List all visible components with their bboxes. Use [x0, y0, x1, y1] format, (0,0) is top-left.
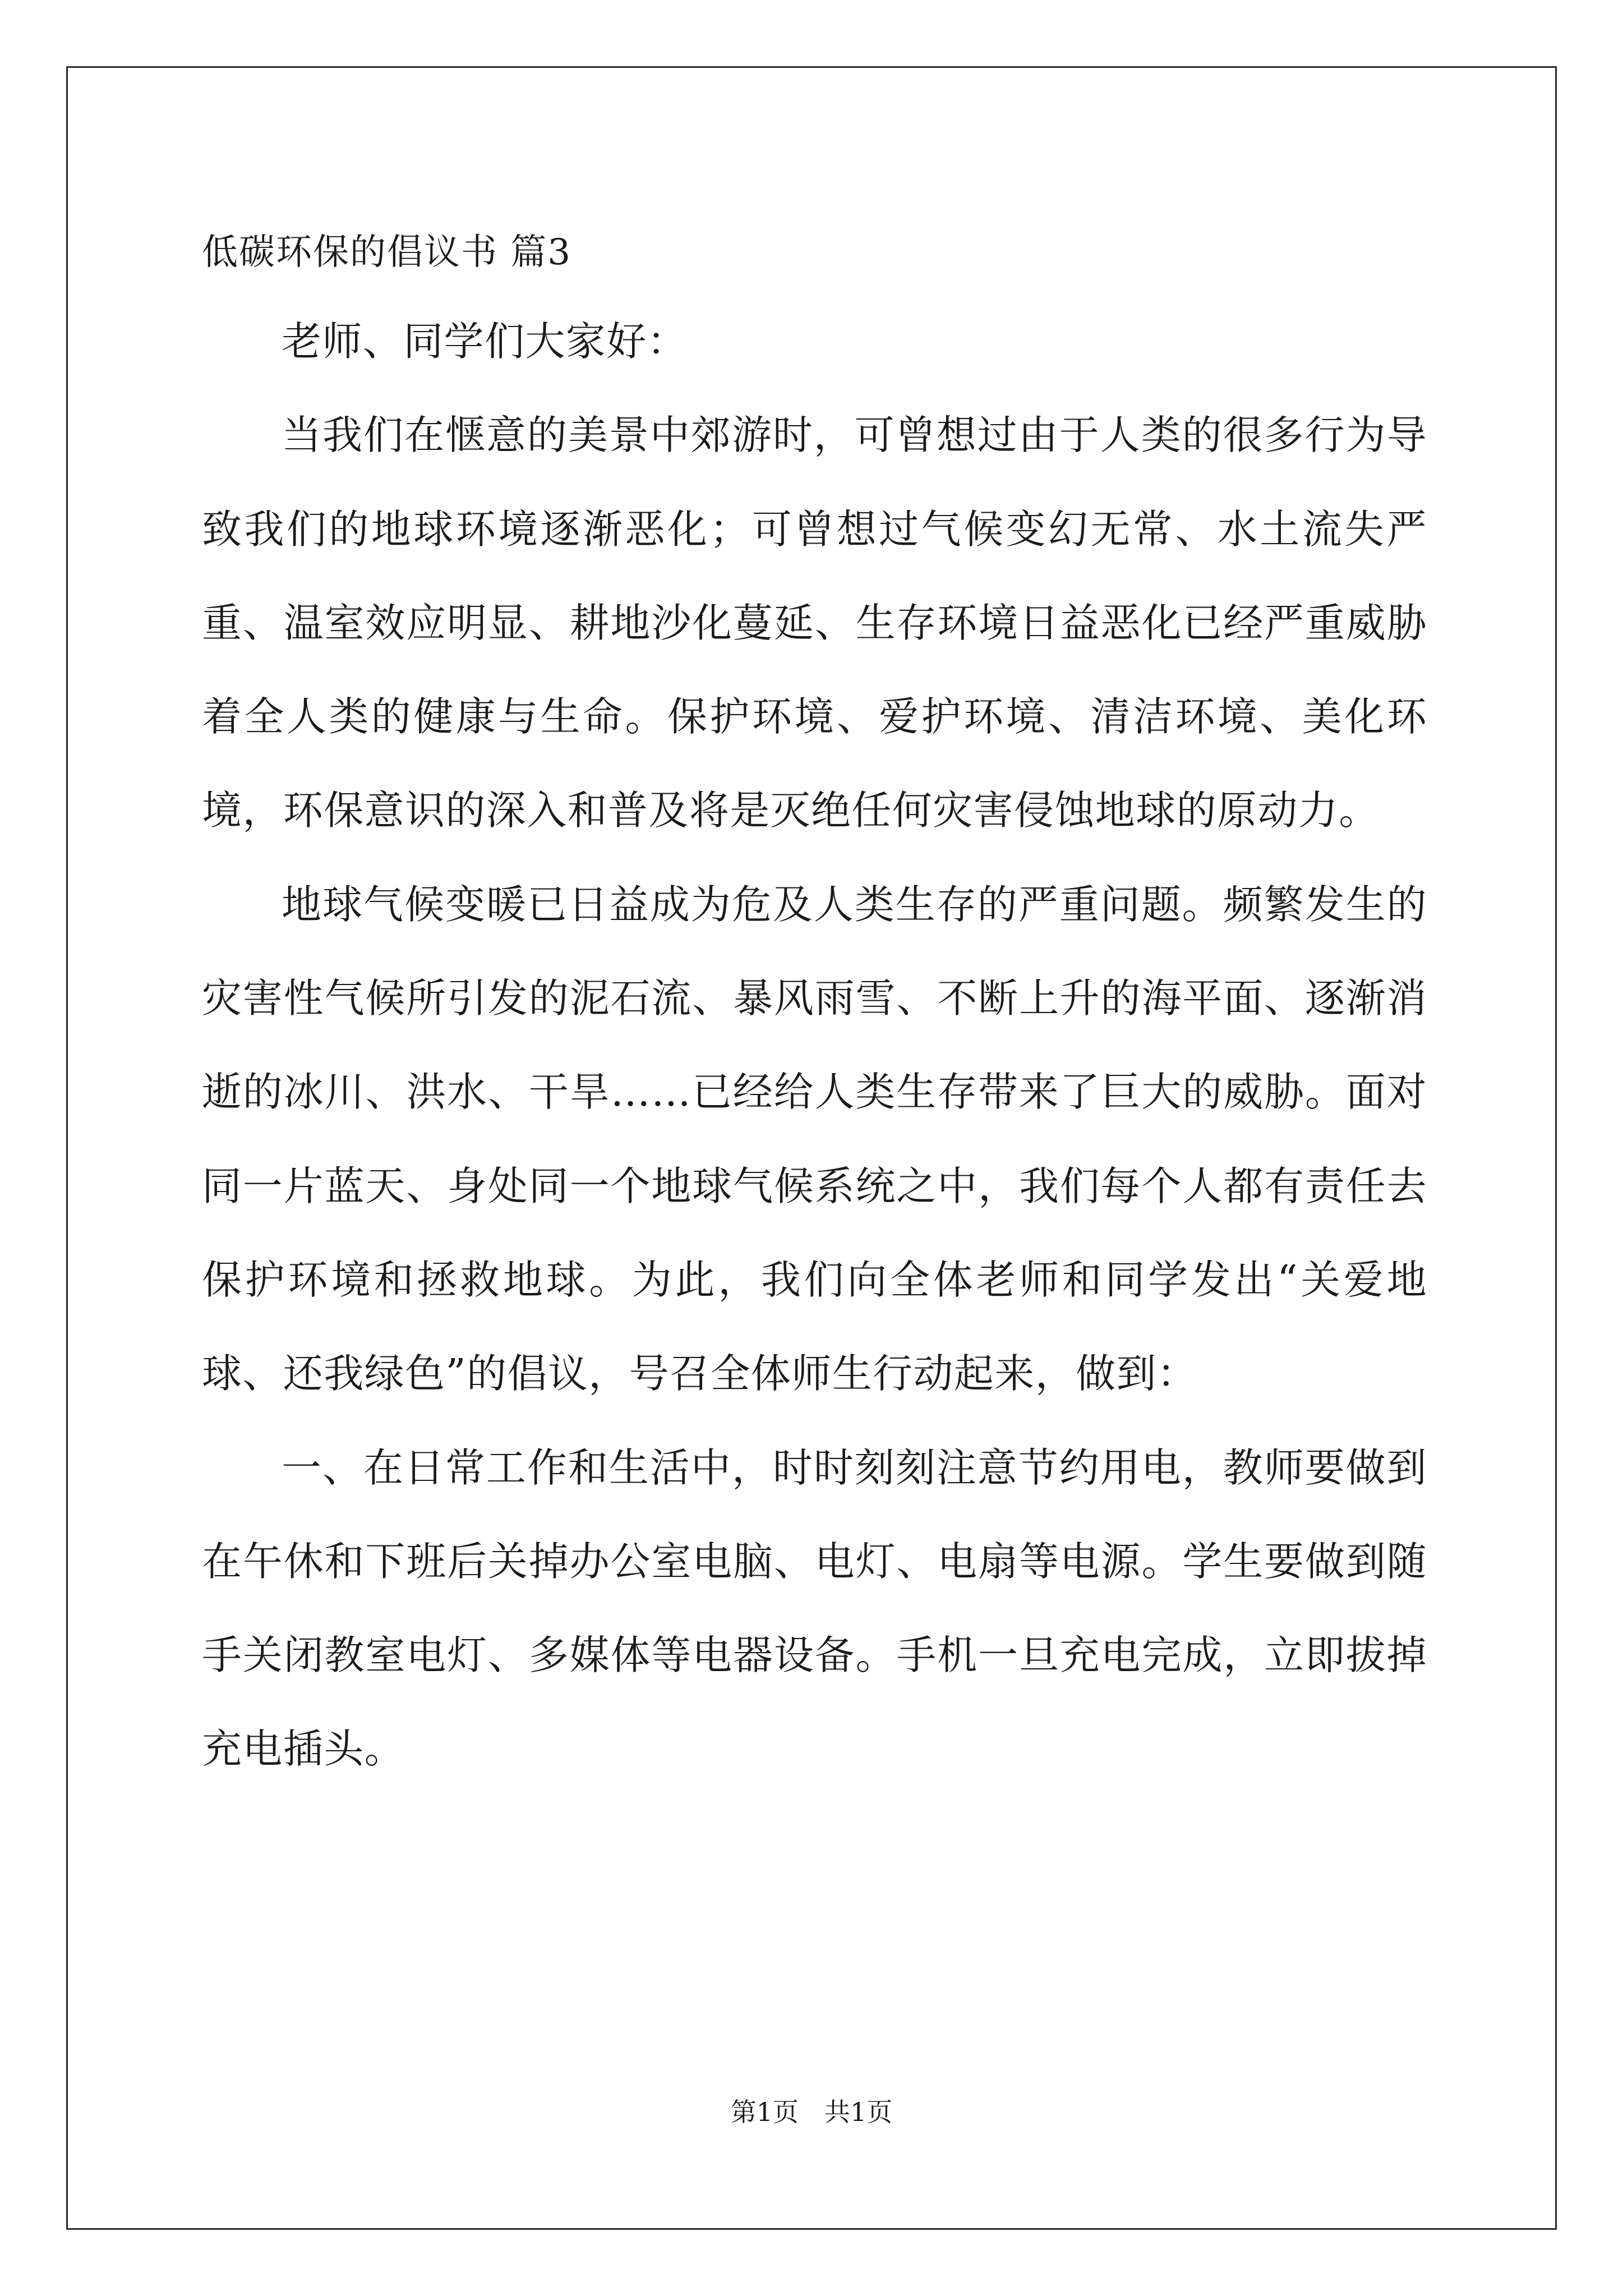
- paragraph-climate: 地球气候变暖已日益成为危及人类生存的严重问题。频繁发生的灾害性气候所引发的泥石流、暴风雨雪、不断上升的海平面、逐渐消逝的冰川、洪水、干旱……已经给人类生存带来了巨大的威胁。面对同一片蓝天、身处同一个地球气候系统之中，我们每个人都有责任去保护环境和拯救地球。为此，我们向全体老师和同学发出“关爱地球、还我绿色”的倡议，号召全体师生行动起来，做到：: [202, 881, 1427, 1397]
- paragraph-greeting: 老师、同学们大家好：: [282, 318, 688, 365]
- document-body: [202, 295, 1427, 1796]
- paragraph-intro: 当我们在惬意的美景中郊游时，可曾想过由于人类的很多行为导致我们的地球环境逐渐恶化；可曾想过气候变幻无常、水土流失严重、温室效应明显、耕地沙化蔓延、生存环境日益恶化已经严重威胁着全人类的健康与生命。保护环境、爱护环境、清洁环境、美化环境，环保意识的深入和普及将是灭绝任何灾害侵蚀地球的原动力。: [202, 412, 1427, 834]
- page-number-footer: 第1页 共1页: [730, 2097, 893, 2127]
- document-title: 低碳环保的倡议书 篇3: [202, 232, 572, 273]
- paragraph-point-one: 一、在日常工作和生活中，时时刻刻注意节约用电，教师要做到在午休和下班后关掉办公室电脑、电灯、电扇等电源。学生要做到随手关闭教室电灯、多媒体等电器设备。手机一旦充电完成，立即拔掉充电插头。: [202, 1444, 1427, 1773]
